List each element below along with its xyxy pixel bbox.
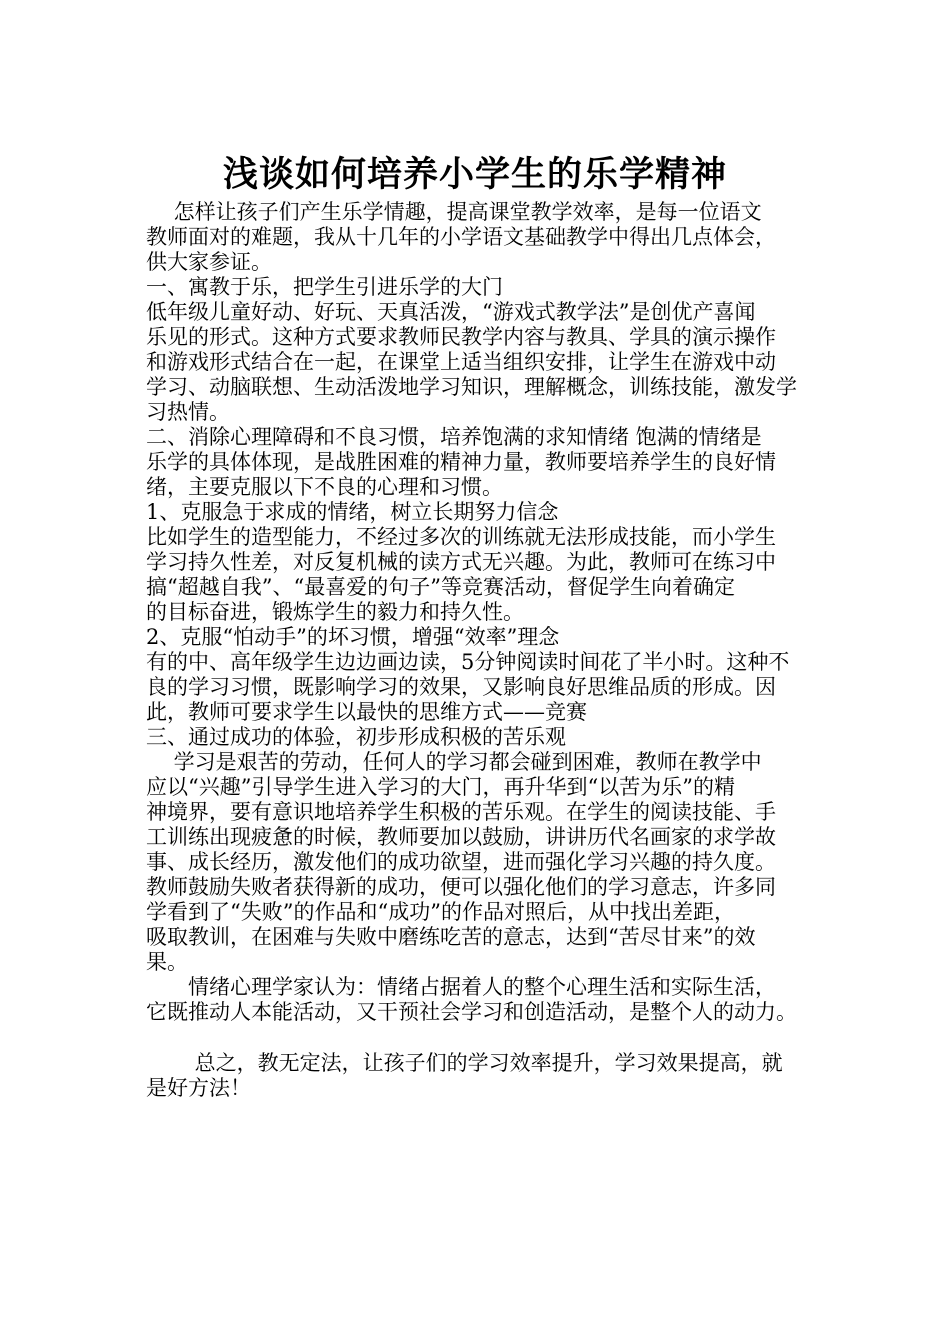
body-line: 2、克服“怕动手”的坏习惯，增强“效率”理念	[146, 625, 560, 649]
body-line: 神境界，要有意识地培养学生积极的苦乐观。在学生的阅读技能、手	[146, 800, 776, 824]
body-line: 学习持久性差，对反复机械的读方式无兴趣。为此，教师可在练习中	[146, 550, 776, 574]
body-line: 教师鼓励失败者获得新的成功，便可以强化他们的学习意志，许多同	[146, 875, 776, 899]
body-line: 是好方法！	[146, 1076, 251, 1100]
body-line: 乐见的形式。这种方式要求教师民教学内容与教具、学具的演示操作	[146, 325, 776, 349]
body-line: 总之，教无定法，让孩子们的学习效率提升，学习效果提高，就	[146, 1051, 783, 1075]
body-line: 学习是艰苦的劳动，任何人的学习都会碰到困难，教师在教学中	[146, 750, 762, 774]
body-line: 1、克服急于求成的情绪，树立长期努力信念	[146, 500, 559, 524]
body-line: 此，教师可要求学生以最快的思维方式——竞赛	[146, 700, 587, 724]
body-line: 事、成长经历，激发他们的成功欲望，进而强化学习兴趣的持久度。	[146, 850, 776, 874]
body-line: 教师面对的难题，我从十几年的小学语文基础教学中得出几点体会，	[146, 225, 776, 249]
document-body	[146, 200, 814, 1101]
body-line: 三、通过成功的体验，初步形成积极的苦乐观	[146, 725, 566, 749]
body-line: 绪，主要克服以下不良的心理和习惯。	[146, 475, 503, 499]
body-line: 的目标奋进，锻炼学生的毅力和持久性。	[146, 600, 524, 624]
body-line: 一、寓教于乐，把学生引进乐学的大门	[146, 275, 503, 299]
body-line: 情绪心理学家认为：情绪占据着人的整个心理生活和实际生活，	[146, 975, 776, 999]
body-line	[146, 1025, 814, 1051]
body-line: 怎样让孩子们产生乐学情趣，提高课堂教学效率，是每一位语文	[146, 200, 762, 224]
body-line: 应以“兴趣”引导学生进入学习的大门，再升华到“以苦为乐”的精	[146, 775, 735, 799]
body-line: 二、消除心理障碍和不良习惯，培养饱满的求知情绪 饱满的情绪是	[146, 425, 762, 449]
body-line: 供大家参证。	[146, 250, 272, 274]
body-line: 良的学习习惯，既影响学习的效果，又影响良好思维品质的形成。因	[146, 675, 776, 699]
body-line: 果。	[146, 950, 188, 974]
body-line: 搞“超越自我”、“最喜爱的句子”等竞赛活动，督促学生向着确定	[146, 575, 735, 599]
body-line: 比如学生的造型能力，不经过多次的训练就无法形成技能，而小学生	[146, 525, 776, 549]
body-line: 乐学的具体体现，是战胜困难的精神力量，教师要培养学生的良好情	[146, 450, 776, 474]
body-line: 吸取教训，在困难与失败中磨练吃苦的意志，达到“苦尽甘来”的效	[146, 925, 756, 949]
body-line: 低年级儿童好动、好玩、天真活泼，“游戏式教学法”是创优产喜闻	[146, 300, 756, 324]
body-line: 它既推动人本能活动，又干预社会学习和创造活动，是整个人的动力。	[146, 1000, 797, 1024]
body-line: 有的中、高年级学生边边画边读，5分钟阅读时间花了半小时。这种不	[146, 650, 790, 674]
body-line: 和游戏形式结合在一起，在课堂上适当组织安排，让学生在游戏中动	[146, 350, 776, 374]
body-line: 学习、动脑联想、生动活泼地学习知识，理解概念，训练技能，激发学	[146, 375, 797, 399]
document-title: 浅谈如何培养小学生的乐学精神	[222, 154, 727, 195]
body-line: 学看到了“失败”的作品和“成功”的作品对照后，从中找出差距，	[146, 900, 735, 924]
body-line: 工训练出现疲惫的时候，教师要加以鼓励，讲讲历代名画家的求学故	[146, 825, 776, 849]
body-line: 习热情。	[146, 400, 230, 424]
